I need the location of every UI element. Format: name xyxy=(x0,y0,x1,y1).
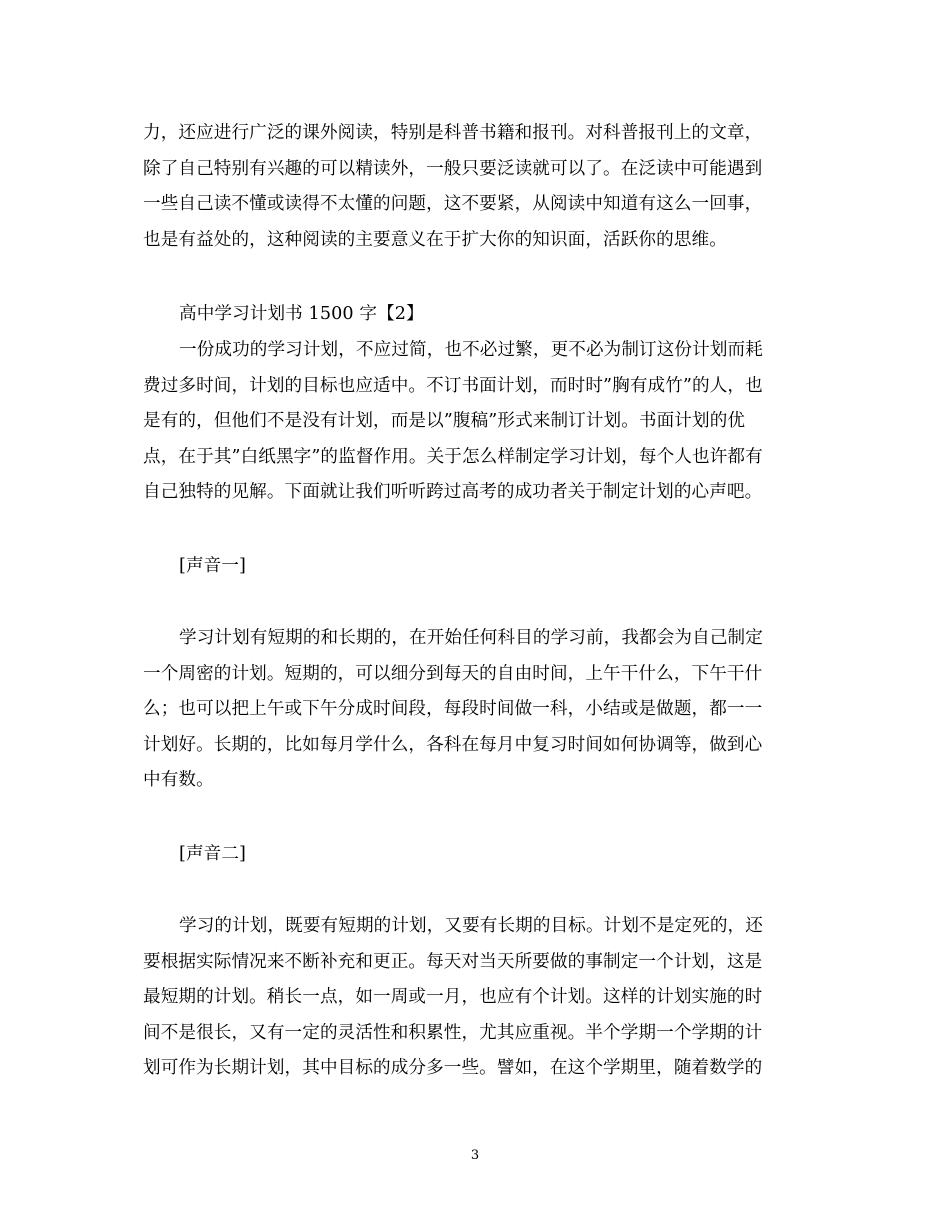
paragraph-line: 划可作为长期计划，其中目标的成分多一些。譬如，在这个学期里，随着数学的 xyxy=(143,1058,763,1078)
voice-2-heading-block xyxy=(143,837,807,873)
voice-1-heading: [声音一] xyxy=(179,556,247,576)
page-number: 3 xyxy=(470,1148,480,1163)
paragraph-line: 除了自己特别有兴趣的可以精读外，一般只要泛读就可以了。在泛读中可能遇到 xyxy=(143,158,763,179)
paragraph-line: 点，在于其”白纸黑字”的监督作用。关于怎么样制定学习计划，每个人也许都有 xyxy=(143,446,763,467)
section-heading: 高中学习计划书 1500 字【2】 xyxy=(179,304,424,324)
paragraph-line: 也是有益处的，这种阅读的主要意义在于扩大你的知识面，活跃你的思维。 xyxy=(143,229,727,250)
paragraph-line: 自己独特的见解。下面就让我们听听跨过高考的成功者关于制定计划的心声吧。 xyxy=(143,482,763,502)
paragraph-line: 最短期的计划。稍长一点，如一周或一月，也应有个计划。这样的计划实施的时 xyxy=(143,987,763,1007)
paragraph-line: 力，还应进行广泛的课外阅读，特别是科普书籍和报刊。对科普报刊上的文章， xyxy=(143,123,763,143)
voice-1-heading-block xyxy=(143,549,807,585)
paragraph-line: 学习计划有短期的和长期的，在开始任何科目的学习前，我都会为自己制定 xyxy=(179,628,763,648)
paragraph-4 xyxy=(143,909,807,1087)
paragraph-1 xyxy=(143,116,807,258)
paragraph-line: 学习的计划，既要有短期的计划，又要有长期的目标。计划不是定死的，还 xyxy=(179,916,763,936)
paragraph-line: 一份成功的学习计划，不应过简，也不必过繁，更不必为制订这份计划而耗 xyxy=(179,340,763,360)
paragraph-line: 一些自己读不懂或读得不太懂的问题，这不要紧，从阅读中知道有这么一回事， xyxy=(143,194,763,214)
paragraph-line: 要根据实际情况来不断补充和更正。每天对当天所要做的事制定一个计划，这是 xyxy=(143,951,763,972)
voice-2-heading: [声音二] xyxy=(179,844,247,864)
paragraph-line: 么；也可以把上午或下午分成时间段，每段时间做一科，小结或是做题，都一一 xyxy=(143,699,763,719)
paragraph-line: 费过多时间，计划的目标也应适中。不订书面计划，而时时”胸有成竹”的人，也 xyxy=(143,375,763,396)
paragraph-line: 一个周密的计划。短期的，可以细分到每天的自由时间，上午干什么，下午干什 xyxy=(143,663,763,684)
paragraph-2 xyxy=(143,333,807,511)
paragraph-3 xyxy=(143,621,807,799)
section-heading-block xyxy=(143,297,807,333)
paragraph-line: 计划好。长期的，比如每月学什么，各科在每月中复习时间如何协调等，做到心 xyxy=(143,734,763,755)
paragraph-line: 间不是很长，又有一定的灵活性和积累性，尤其应重视。半个学期一个学期的计 xyxy=(143,1022,763,1043)
paragraph-line: 中有数。 xyxy=(143,770,214,790)
paragraph-line: 是有的，但他们不是没有计划，而是以”腹稿”形式来制订计划。书面计划的优 xyxy=(143,411,746,431)
